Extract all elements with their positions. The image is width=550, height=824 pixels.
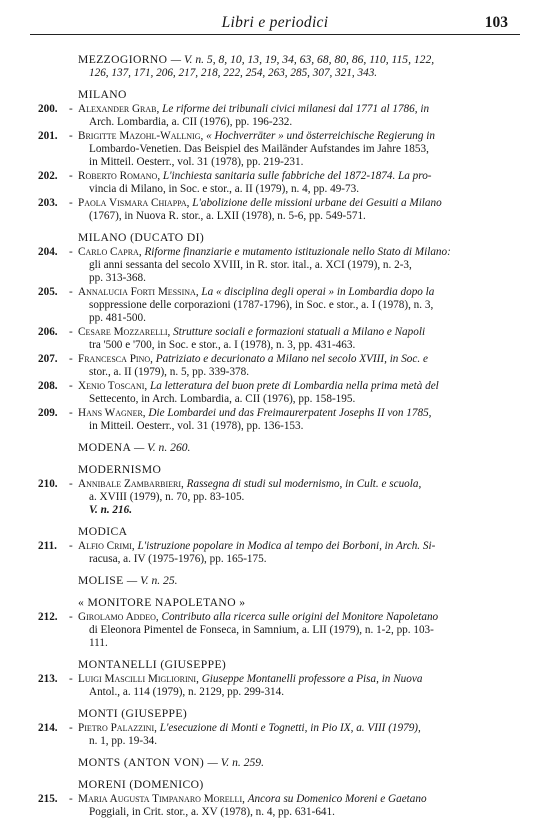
entry-line: vincia di Milano, in Soc. e stor., a. II (1979), n. 4, pp. 49-73. (89, 183, 360, 195)
entry-line: Brigitte Mazohl-Wallnig, « Hochverräter » und österreichische Regierung in (78, 130, 435, 142)
entry-title: L'inchiesta sanitaria sulle fabbriche del 1872-1874. La pro- (162, 170, 432, 182)
section-heading (38, 88, 508, 102)
entry-dash: - (69, 286, 73, 298)
entry-title: « Hochverräter » und österreichische Regierung in (206, 130, 435, 142)
entry-author: Francesca Pino (78, 353, 151, 365)
entry-number: 213. (38, 673, 58, 685)
section-heading-text: MONTI (GIUSEPPE) (78, 707, 188, 720)
section-heading-text: MODENA (78, 441, 131, 454)
section-heading (38, 463, 508, 477)
cross-reference-continued: 126, 137, 171, 206, 217, 218, 222, 254, 263, 285, 307, 321, 343. (89, 67, 378, 79)
entry-author: Annibale Zambarbieri (78, 478, 182, 490)
bibliography-entry (38, 197, 508, 223)
entry-line: Poggiali, in Crit. stor., a. XV (1978), n. 4, pp. 631-641. (89, 806, 335, 818)
entry-title: La « disciplina degli operai » in Lombardia dopo la (201, 286, 435, 298)
entry-title: Rassegna di studi sul modernismo, in Cult. e scuola, (186, 478, 422, 490)
entry-line: Paola Vismara Chiappa, L'abolizione delle missioni urbane dei Gesuiti a Milano (78, 197, 442, 209)
entry-line: 111. (89, 637, 108, 649)
entry-line: Annalucia Forti Messina, La « disciplina degli operai » in Lombardia dopo la (78, 286, 435, 298)
entry-line: Carlo Capra, Riforme finanziarie e mutamento istituzionale nello Stato di Milano: (78, 246, 451, 258)
entry-line: (1767), in Nuova R. stor., a. LXII (1978), n. 5-6, pp. 549-571. (89, 210, 366, 222)
entry-title: Contributo alla ricerca sulle origini del Monitore Napoletano (161, 611, 439, 623)
entry-author: Pietro Palazzini (78, 722, 155, 734)
entry-author: Alfio Crimi (78, 540, 132, 552)
entry-dash: - (69, 103, 73, 115)
entry-line: n. 1, pp. 19-34. (89, 735, 158, 747)
entry-dash: - (69, 793, 73, 805)
page-number: 103 (484, 14, 508, 31)
entry-line: Cesare Mozzarelli, Strutture sociali e formazioni statuali a Milano e Napoli (78, 326, 426, 338)
entry-dash: - (69, 407, 73, 419)
entry-line: a. XVIII (1979), n. 70, pp. 83-105. (89, 491, 245, 503)
entry-title: Le riforme dei tribunali civici milanesi dal 1771 al 1786, in (162, 103, 430, 115)
section-heading-text: MEZZOGIORNO (78, 53, 168, 66)
header-rule (30, 34, 520, 35)
bibliography-entry (38, 673, 508, 699)
section-heading (38, 707, 508, 721)
entry-line: di Eleonora Pimentel de Fonseca, in Samnium, a. LII (1979), n. 1-2, pp. 103- (89, 624, 434, 636)
section-heading (38, 778, 508, 792)
section-heading (38, 596, 508, 610)
bibliography-entry (38, 130, 508, 169)
entry-author: Paola Vismara Chiappa (78, 197, 187, 209)
section-heading-text: MODERNISMO (78, 463, 162, 476)
entry-author: Alexander Grab (78, 103, 157, 115)
entry-line: Settecento, in Arch. Lombardia, a. CII (1976), pp. 158-195. (89, 393, 356, 405)
section-heading (38, 756, 508, 770)
entry-title: Patriziato e decurionato a Milano nel secolo XVIII, in Soc. e (155, 353, 428, 365)
entry-number: 200. (38, 103, 58, 115)
entry-author: Cesare Mozzarelli (78, 326, 168, 338)
section-heading-text: MONTANELLI (GIUSEPPE) (78, 658, 227, 671)
entry-number: 205. (38, 286, 58, 298)
bibliography-entry (38, 540, 508, 566)
entry-dash: - (69, 540, 73, 552)
section-heading (38, 53, 508, 67)
entry-line: Hans Wagner, Die Lombardei und das Freimaurerpatent Josephs II von 1785, (78, 407, 432, 419)
bibliography-entry (38, 380, 508, 406)
bibliography-entry (38, 246, 508, 285)
cross-reference: — V. n. 260. (133, 441, 191, 454)
section-heading-text: « MONITORE NAPOLETANO » (78, 596, 246, 609)
entry-line: stor., a. II (1979), n. 5, pp. 339-378. (89, 366, 250, 378)
entry-number: 201. (38, 130, 58, 142)
bibliography-entry (38, 326, 508, 352)
bibliography-entry (38, 103, 508, 129)
entry-line: Girolamo Addeo, Contributo alla ricerca sulle origini del Monitore Napoletano (78, 611, 439, 623)
entry-number: 206. (38, 326, 58, 338)
section-heading (38, 525, 508, 539)
cross-reference: — V. n. 25. (126, 574, 178, 587)
entry-line: Antol., a. 114 (1979), n. 2129, pp. 299-314. (89, 686, 285, 698)
entry-title: L'esecuzione di Monti e Tognetti, in Pio IX, a. VIII (1979), (159, 722, 421, 734)
entry-title: L'abolizione delle missioni urbane dei Gesuiti a Milano (192, 197, 442, 209)
entry-line: Alexander Grab, Le riforme dei tribunali civici milanesi dal 1771 al 1786, in (78, 103, 430, 115)
entry-line: in Mitteil. Oesterr., vol. 31 (1978), pp. 136-153. (89, 420, 304, 432)
entry-author: Brigitte Mazohl-Wallnig (78, 130, 201, 142)
bibliography-entry (38, 793, 508, 819)
entry-dash: - (69, 130, 73, 142)
entry-author: Luigi Mascilli Migliorini (78, 673, 197, 685)
section-heading-text: MOLISE (78, 574, 124, 587)
entry-title: L'istruzione popolare in Modica al tempo dei Borboni, in Arch. Si- (137, 540, 436, 552)
entry-dash: - (69, 673, 73, 685)
entry-line: Alfio Crimi, L'istruzione popolare in Modica al tempo dei Borboni, in Arch. Si- (78, 540, 436, 552)
entry-line: soppressione delle corporazioni (1787-1796), in Soc. e stor., a. I (1978), n. 3, (89, 299, 434, 311)
bibliography-entry (38, 722, 508, 748)
running-header (30, 12, 520, 32)
entry-number: 210. (38, 478, 58, 490)
entry-line: Pietro Palazzini, L'esecuzione di Monti e Tognetti, in Pio IX, a. VIII (1979), (78, 722, 421, 734)
bibliography-list (38, 50, 508, 819)
entry-line: pp. 313-368. (89, 272, 146, 284)
entry-number: 209. (38, 407, 58, 419)
entry-line: pp. 481-500. (89, 312, 146, 324)
entry-line: Francesca Pino, Patriziato e decurionato a Milano nel secolo XVIII, in Soc. e (78, 353, 428, 365)
bibliography-entry (38, 170, 508, 196)
entry-number: 215. (38, 793, 58, 805)
section-heading (38, 574, 508, 588)
entry-dash: - (69, 380, 73, 392)
entry-number: 203. (38, 197, 58, 209)
entry-dash: - (69, 478, 73, 490)
entry-title: La letteratura del buon prete di Lombardia nella prima metà del (150, 380, 439, 392)
entry-author: Hans Wagner (78, 407, 143, 419)
entry-line: Lombardo-Venetien. Das Beispiel des Mailänder Aufstandes im Jahre 1853, (89, 143, 429, 155)
entry-see-also: V. n. 216. (89, 504, 133, 516)
entry-author: Xenio Toscani (78, 380, 145, 392)
section-heading-text: MORENI (DOMENICO) (78, 778, 204, 791)
entry-dash: - (69, 326, 73, 338)
entry-line: in Mitteil. Oesterr., vol. 31 (1978), pp. 219-231. (89, 156, 304, 168)
entry-line: Maria Augusta Timpanaro Morelli, Ancora su Domenico Moreni e Gaetano (78, 793, 427, 805)
section-heading (38, 231, 508, 245)
entry-number: 208. (38, 380, 58, 392)
entry-number: 207. (38, 353, 58, 365)
bibliography-entry (38, 353, 508, 379)
entry-author: Girolamo Addeo (78, 611, 156, 623)
bibliography-entry (38, 478, 508, 517)
entry-dash: - (69, 246, 73, 258)
bibliography-entry (38, 611, 508, 650)
entry-line: tra '500 e '700, in Soc. e stor., a. I (1978), n. 3, pp. 431-463. (89, 339, 356, 351)
entry-title: Strutture sociali e formazioni statuali a Milano e Napoli (173, 326, 426, 338)
section-heading-text: MODICA (78, 525, 128, 538)
section-heading (38, 441, 508, 455)
entry-title: Giuseppe Montanelli professore a Pisa, in Nuova (201, 673, 423, 685)
entry-dash: - (69, 170, 73, 182)
section-heading-text: MONTS (ANTON VON) (78, 756, 205, 769)
bibliography-entry (38, 286, 508, 325)
entry-line: Arch. Lombardia, a. CII (1976), pp. 196-232. (89, 116, 293, 128)
bibliography-entry (38, 407, 508, 433)
entry-number: 202. (38, 170, 58, 182)
entry-dash: - (69, 197, 73, 209)
entry-number: 204. (38, 246, 58, 258)
entry-author: Roberto Romano (78, 170, 158, 182)
entry-dash: - (69, 722, 73, 734)
entry-dash: - (69, 353, 73, 365)
entry-number: 212. (38, 611, 58, 623)
running-title: Libri e periodici (221, 14, 329, 31)
entry-title: Ancora su Domenico Moreni e Gaetano (247, 793, 427, 805)
entry-line: gli anni sessanta del secolo XVIII, in R. stor. ital., a. XCI (1979), n. 2-3, (89, 259, 412, 271)
cross-reference: — V. n. 5, 8, 10, 13, 19, 34, 63, 68, 80, 86, 110, 115, 122, (170, 53, 435, 66)
entry-line: Luigi Mascilli Migliorini, Giuseppe Montanelli professore a Pisa, in Nuova (78, 673, 423, 685)
entry-title: Riforme finanziarie e mutamento istituzionale nello Stato di Milano: (144, 246, 451, 258)
entry-title: Die Lombardei und das Freimaurerpatent Josephs II von 1785, (148, 407, 432, 419)
entry-dash: - (69, 611, 73, 623)
entry-author: Maria Augusta Timpanaro Morelli (78, 793, 243, 805)
entry-number: 214. (38, 722, 58, 734)
entry-line: Annibale Zambarbieri, Rassegna di studi sul modernismo, in Cult. e scuola, (78, 478, 422, 490)
entry-author: Annalucia Forti Messina (78, 286, 196, 298)
entry-author: Carlo Capra (78, 246, 139, 258)
entry-number: 211. (38, 540, 57, 552)
cross-reference: — V. n. 259. (207, 756, 264, 769)
section-heading-text: MILANO (DUCATO DI) (78, 231, 205, 244)
entry-line: Xenio Toscani, La letteratura del buon prete di Lombardia nella prima metà del (78, 380, 439, 392)
entry-line: Roberto Romano, L'inchiesta sanitaria sulle fabbriche del 1872-1874. La pro- (78, 170, 432, 182)
section-heading (38, 658, 508, 672)
section-heading-text: MILANO (78, 88, 127, 101)
entry-line: racusa, a. IV (1975-1976), pp. 165-175. (89, 553, 267, 565)
